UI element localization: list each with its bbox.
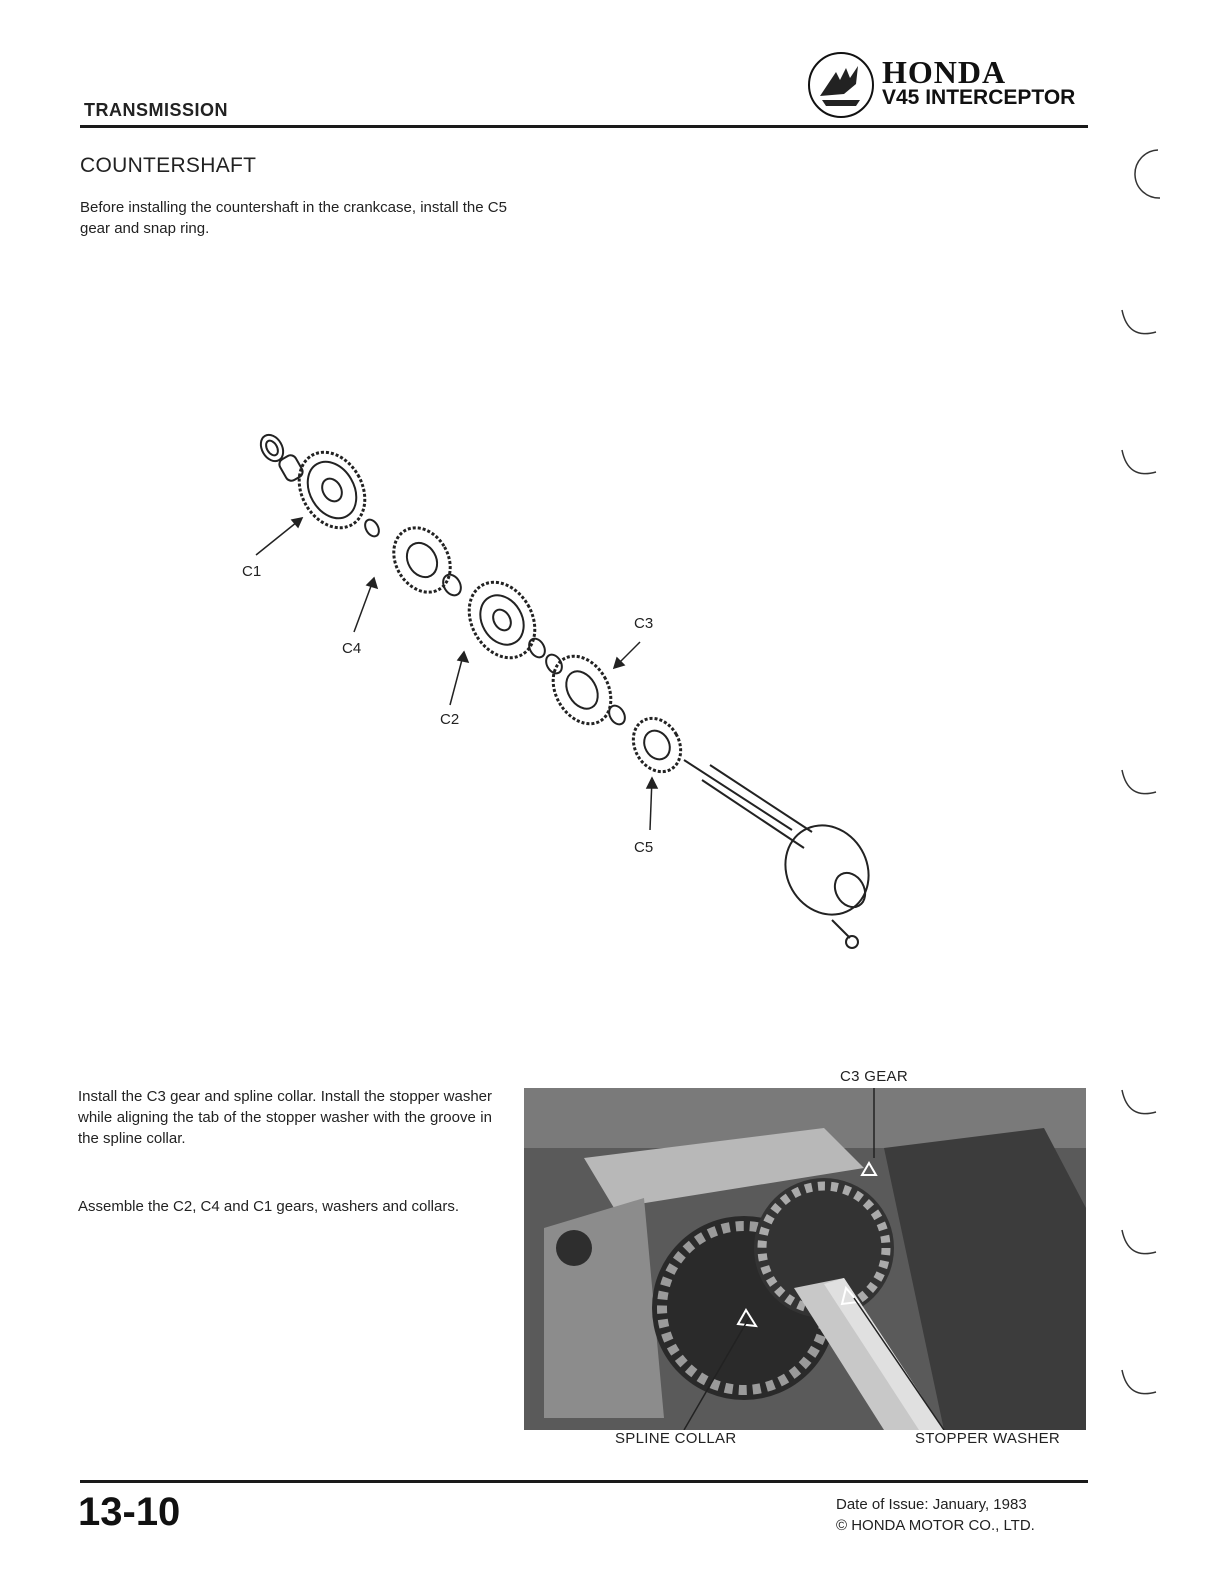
label-c5: C5 [634, 839, 654, 856]
transmission-photo [524, 1088, 1086, 1430]
brand-block [806, 50, 1096, 122]
copyright: © HONDA MOTOR CO., LTD. [836, 1517, 1035, 1534]
page-title: COUNTERSHAFT [80, 154, 257, 177]
footer-info [836, 1494, 1035, 1536]
caption-spline-collar: SPLINE COLLAR [615, 1430, 737, 1447]
label-c2: C2 [440, 711, 460, 728]
footer-rule [80, 1480, 1088, 1483]
intro-paragraph: Before installing the countershaft in the crankcase, install the C5 gear and snap ring. [80, 199, 507, 237]
header-rule [80, 125, 1088, 128]
countershaft-exploded-diagram [232, 420, 892, 960]
brand-name: HONDA [882, 54, 1007, 90]
step-assemble-gears: Assemble the C2, C4 and C1 gears, washers and collars. [78, 1198, 460, 1215]
label-c3: C3 [634, 615, 654, 632]
label-c4: C4 [342, 640, 362, 657]
section-heading: TRANSMISSION [84, 100, 229, 120]
binder-holes [1108, 140, 1178, 1560]
step-install-c3: Install the C3 gear and spline collar. Install the stopper washer while aligning the tab of the stopper washer with the groove in the spline collar. [78, 1088, 492, 1147]
label-c1: C1 [242, 563, 262, 580]
caption-c3-gear: C3 GEAR [840, 1068, 908, 1085]
brand-model: V45 INTERCEPTOR [882, 86, 1076, 109]
page-number: 13-10 [78, 1490, 181, 1534]
honda-wing-icon [806, 50, 876, 120]
caption-stopper-washer: STOPPER WASHER [915, 1430, 1061, 1447]
issue-date: Date of Issue: January, 1983 [836, 1496, 1027, 1513]
